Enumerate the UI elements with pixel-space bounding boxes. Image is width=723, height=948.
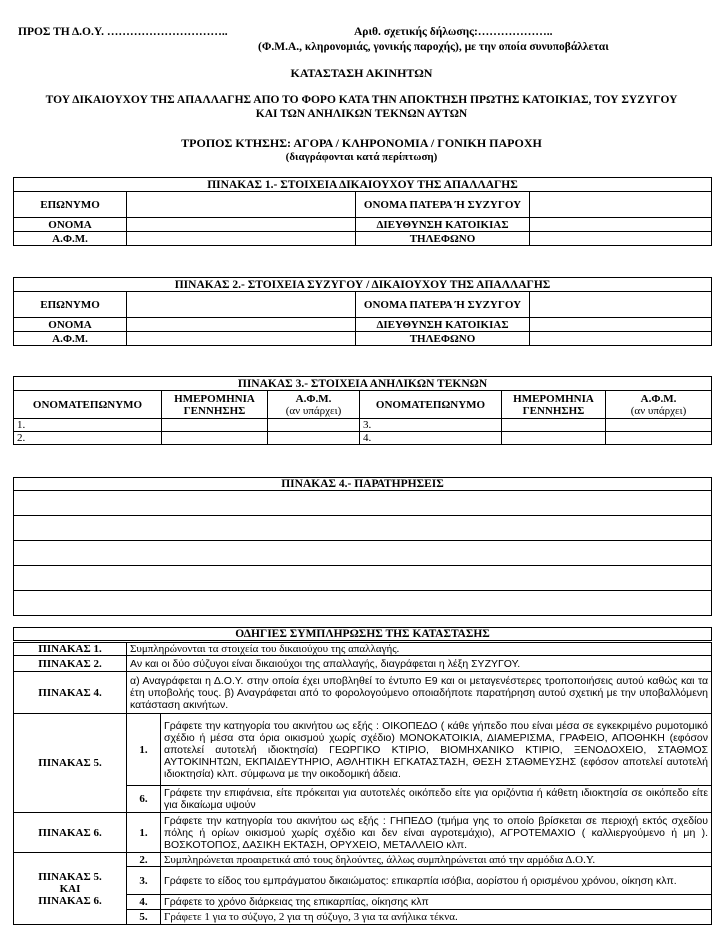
instr-table2-label: ΠΙΝΑΚΑΣ 2. [14,656,127,672]
name-field[interactable] [127,318,356,332]
father-name-field[interactable] [530,192,712,218]
instructions-table [13,627,712,925]
instr-table56-text4: Γράφετε το χρόνο διάρκειας της επικαρπίας, οίκησης κλπ [161,895,712,910]
child-4-afm[interactable] [606,432,712,445]
surname-label: ΕΠΩΝΥΜΟ [14,292,127,318]
page-title: ΚΑΤΑΣΤΑΣΗ ΑΚΙΝΗΤΩΝ [290,66,433,80]
name-label: ΟΝΟΜΑ [14,218,127,232]
instr-table2-text: Αν και οι δύο σύζυγοι είναι δικαιούχοι της απαλλαγής, διαγράφεται η λέξη ΣΥΖΥΓΟΥ. [127,656,712,672]
instr-table4-label: ΠΙΝΑΚΑΣ 4. [14,672,127,714]
instr-table5-text6: Γράφετε την επιφάνεια, είτε πρόκειται για αυτοτελές οικόπεδο είτε για οριζόντια ή κάθετη ιδιοκτησία σε οικόπεδο είτε για δικαίωμα υψούν [161,786,712,813]
phone-field[interactable] [530,232,712,246]
birthdate-header: ΗΜΕΡΟΜΗΝΙΑ ΓΕΝΝΗΣΗΣ [162,391,268,419]
remarks-line[interactable] [14,591,712,616]
remarks-line[interactable] [14,491,712,516]
instr-table56-num4: 4. [127,895,161,910]
address-label: ΔΙΕΥΘΥΝΣΗ ΚΑΤΟΙΚΙΑΣ [356,318,530,332]
child-3-afm[interactable] [606,419,712,432]
child-3-name[interactable]: 3. [360,419,502,432]
instr-table56-num3: 3. [127,867,161,895]
instr-table56-text3: Γράφετε το είδος του εμπράγματου δικαιώματος: επικαρπία ισόβια, αορίστου ή ορισμένου χρόνου, οίκηση κλπ. [161,867,712,895]
table-spouse [13,277,712,346]
child-3-birthdate[interactable] [502,419,606,432]
title-sub-line2: ΚΑΙ ΤΩΝ ΑΝΗΛΙΚΩΝ ΤΕΚΝΩΝ ΑΥΤΩΝ [255,108,468,120]
instr-table56-label: ΠΙΝΑΚΑΣ 5. ΚΑΙ ΠΙΝΑΚΑΣ 6. [14,853,127,925]
fullname-header: ΟΝΟΜΑΤΕΠΩΝΥΜΟ [14,391,162,419]
birthdate-header: ΗΜΕΡΟΜΗΝΙΑ ΓΕΝΝΗΣΗΣ [502,391,606,419]
phone-field[interactable] [530,332,712,346]
instr-table6-label: ΠΙΝΑΚΑΣ 6. [14,813,127,853]
surname-label: ΕΠΩΝΥΜΟ [14,192,127,218]
remarks-line[interactable] [14,566,712,591]
table3-title: ΠΙΝΑΚΑΣ 3.- ΣΤΟΙΧΕΙΑ ΑΝΗΛΙΚΩΝ ΤΕΚΝΩΝ [14,377,712,391]
table-beneficiary [13,177,712,246]
acquisition-mode: ΤΡΟΠΟΣ ΚΤΗΣΗΣ: ΑΓΟΡΑ / ΚΛΗΡΟΝΟΜΙΑ / ΓΟΝΙΚΗ ΠΑΡΟΧΗ [181,136,542,150]
instr-table6-text1: Γράφετε την κατηγορία του ακινήτου ως εξής : ΓΗΠΕΔΟ (τμήμα γης το οποίο βρίσκεται σε περιοχή εκτός σχεδίου πόλης ή ορίων οικισμού χωρίς σχέδιο και δεν είναι αγροτεμάχιο), ΑΓΡΟΤΕΜΑΧΙΟ ( καλλιεργούμενο ή μη ). ΒΟΣΚΟΤΟΠΟΣ, ΔΑΣΙΚΗ ΕΚΤΑΣΗ, ΟΡΥΧΕΙΟ, ΜΕΤΑΛΛΕΙΟ κλπ. [161,813,712,853]
child-4-birthdate[interactable] [502,432,606,445]
child-1-afm[interactable] [268,419,360,432]
instr-table56-num5: 5. [127,910,161,925]
surname-field[interactable] [127,192,356,218]
child-2-name[interactable]: 2. [14,432,162,445]
address-field[interactable] [530,218,712,232]
instr-table56-text5: Γράφετε 1 για το σύζυγο, 2 για τη σύζυγο, 3 για τα ανήλικα τέκνα. [161,910,712,925]
name-label: ΟΝΟΜΑ [14,318,127,332]
remarks-line[interactable] [14,516,712,541]
declaration-note: (Φ.Μ.Α., κληρονομιάς, γονικής παροχής), με την οποία συνυποβάλλεται [258,41,609,53]
instr-table1-text: Συμπληρώνονται τα στοιχεία του δικαιούχου της απαλλαγής. [127,642,712,656]
remarks-line[interactable] [14,541,712,566]
table-minor-children [13,376,712,445]
doy-line: ΠΡΟΣ ΤΗ Δ.Ο.Υ. ………………………….. [18,26,228,38]
child-4-name[interactable]: 4. [360,432,502,445]
instr-table5-text1: Γράφετε την κατηγορία του ακινήτου ως εξής : ΟΙΚΟΠΕΔΟ ( κάθε γήπεδο που είναι μέσα σε εγκεκριμένο ρυμοτομικό σχέδιο ή μέσα στα όρια οικισμού χωρίς σχέδιο) ΜΟΝΟΚΑΤΟΙΚΙΑ, ΔΙΑΜΕΡΙΣΜΑ, ΓΡΑΦΕΙΟ, ΑΠΟΘΗΚΗ (εφόσον αποτελεί αυτοτελή ιδιοκτησία) ΓΕΩΡΓΙΚΟ ΚΤΙΡΙΟ, ΒΙΟΜΗΧΑΝΙΚΟ ΚΤΙΡΙΟ, ΞΕΝΟΔΟΧΕΙΟ, ΣΤΑΘΜΟΣ ΑΥΤΟΚΙΝΗΤΩΝ, ΕΚΠΑΙΔΕΥΤΗΡΙΟ, ΑΘΛΗΤΙΚΗ ΕΓΚΑΤΑΣΤΑΣΗ, ΘΕΣΗ ΣΤΑΘΜΕΥΣΗΣ (εφόσον αποτελεί αυτοτελή ιδιοκτησία) κλπ. σύμφωνα με την οικοδομική άδεια. [161,714,712,786]
instr-table5-num1: 1. [127,714,161,786]
phone-label: ΤΗΛΕΦΩΝΟ [356,232,530,246]
afm-label: Α.Φ.Μ. [14,332,127,346]
child-2-birthdate[interactable] [162,432,268,445]
afm-header: Α.Φ.Μ. (αν υπάρχει) [606,391,712,419]
afm-field[interactable] [127,332,356,346]
instr-table5-num6: 6. [127,786,161,813]
phone-label: ΤΗΛΕΦΩΝΟ [356,332,530,346]
acquisition-mode-note: (διαγράφονται κατά περίπτωση) [285,151,438,163]
afm-field[interactable] [127,232,356,246]
afm-header: Α.Φ.Μ. (αν υπάρχει) [268,391,360,419]
address-label: ΔΙΕΥΘΥΝΣΗ ΚΑΤΟΙΚΙΑΣ [356,218,530,232]
instr-table6-num1: 1. [127,813,161,853]
instr-table56-num2: 2. [127,853,161,867]
table2-title: ΠΙΝΑΚΑΣ 2.- ΣΤΟΙΧΕΙΑ ΣΥΖΥΓΟΥ / ΔΙΚΑΙΟΥΧΟΥ ΤΗΣ ΑΠΑΛΛΑΓΗΣ [14,278,712,292]
child-1-name[interactable]: 1. [14,419,162,432]
afm-label: Α.Φ.Μ. [14,232,127,246]
child-2-afm[interactable] [268,432,360,445]
surname-field[interactable] [127,292,356,318]
fullname-header: ΟΝΟΜΑΤΕΠΩΝΥΜΟ [360,391,502,419]
instr-table4-text: α) Αναγράφεται η Δ.Ο.Υ. στην οποία έχει υποβληθεί το έντυπο Ε9 και οι μεταγενέστερες τροποποιήσεις αυτού καθώς και τα έτη υποβολής τους. β) Αναγράφεται από το φορολογούμενο οποιαδήποτε παρατήρηση αυτού σχετική με την υποβαλλόμενη κατάσταση ακινήτων. [127,672,712,714]
father-name-label: ΟΝΟΜΑ ΠΑΤΕΡΑ Ή ΣΥΖΥΓΟΥ [356,192,530,218]
father-name-label: ΟΝΟΜΑ ΠΑΤΕΡΑ Ή ΣΥΖΥΓΟΥ [356,292,530,318]
table1-title: ΠΙΝΑΚΑΣ 1.- ΣΤΟΙΧΕΙΑ ΔΙΚΑΙΟΥΧΟΥ ΤΗΣ ΑΠΑΛΛΑΓΗΣ [14,178,712,192]
table4-title: ΠΙΝΑΚΑΣ 4.- ΠΑΡΑΤΗΡΗΣΕΙΣ [14,478,712,491]
instr-table56-text2: Συμπληρώνεται προαιρετικά από τους δηλούντες, άλλως συμπληρώνεται από την αρμόδια Δ.Ο.Υ. [161,853,712,867]
address-field[interactable] [530,318,712,332]
table-remarks [13,477,712,616]
instr-table1-label: ΠΙΝΑΚΑΣ 1. [14,642,127,656]
declaration-number: Αριθ. σχετικής δήλωσης:……………….. [354,26,553,38]
name-field[interactable] [127,218,356,232]
father-name-field[interactable] [530,292,712,318]
instr-table5-label: ΠΙΝΑΚΑΣ 5. [14,714,127,813]
title-sub-line1: ΤΟΥ ΔΙΚΑΙΟΥΧΟΥ ΤΗΣ ΑΠΑΛΛΑΓΗΣ ΑΠΟ ΤΟ ΦΟΡΟ ΚΑΤΑ ΤΗΝ ΑΠΟΚΤΗΣΗ ΠΡΩΤΗΣ ΚΑΤΟΙΚΙΑΣ, ΤΟΥ ΣΥΖΥΓΟΥ [45,94,678,106]
child-1-birthdate[interactable] [162,419,268,432]
instructions-title: ΟΔΗΓΙΕΣ ΣΥΜΠΛΗΡΩΣΗΣ ΤΗΣ ΚΑΤΑΣΤΑΣΗΣ [14,628,712,642]
